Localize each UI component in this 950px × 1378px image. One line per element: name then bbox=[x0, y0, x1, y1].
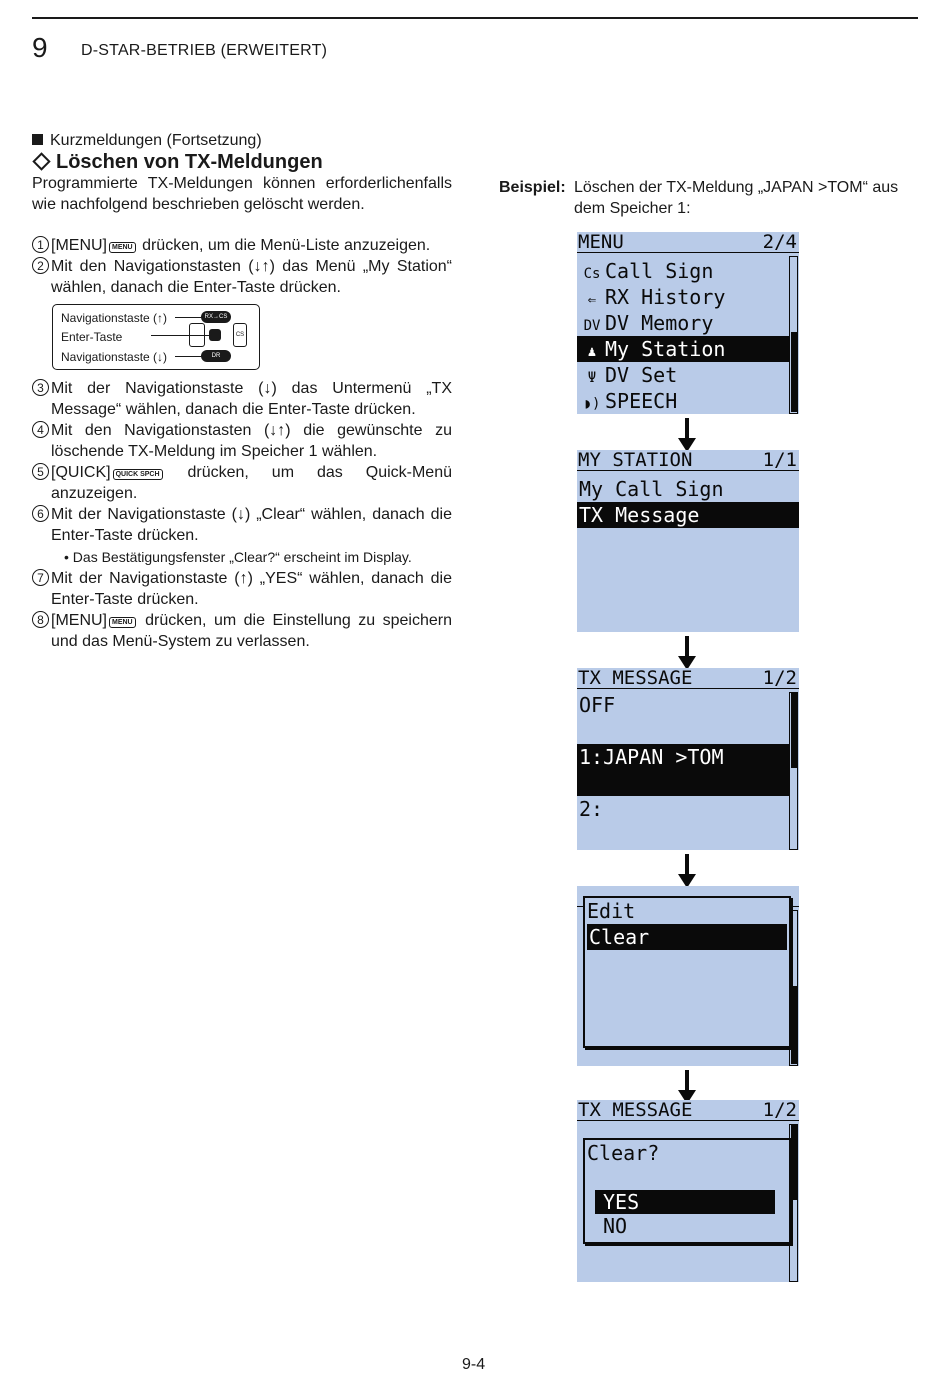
example-caption bbox=[499, 177, 919, 217]
diamond-icon bbox=[32, 153, 50, 171]
intro-text: Programmierte TX-Meldungen können erforderlichenfalls wie nachfolgend beschrieben gelöscht werden. bbox=[32, 175, 452, 213]
menu-item-call-sign: Cs Call Sign bbox=[577, 258, 791, 284]
chapter-number: 9 bbox=[32, 32, 48, 63]
tx-message-slot-2: 2: bbox=[579, 797, 604, 821]
menu-item-rx-history: ⇐ RX History bbox=[577, 284, 791, 310]
nav-up-label: Navigationstaste (↑) bbox=[61, 311, 168, 325]
enter-button-icon bbox=[209, 329, 221, 341]
step-2: 2 Mit den Navigationstasten (↓↑) das Menü „My Station“ wählen, danach die Enter-Taste drücken. bbox=[32, 256, 452, 298]
quick-key-icon: QUICK SPCH bbox=[113, 469, 163, 480]
step-3: 3 Mit der Navigationstaste (↓) das Untermenü „TX Message“ wählen, danach die Enter-Taste drücken. bbox=[32, 378, 452, 420]
step-6-note: • Das Bestätigungsfenster „Clear?“ erscheint im Display. bbox=[64, 549, 412, 565]
scrollbar-thumb bbox=[791, 1124, 797, 1200]
tx-message-off: OFF bbox=[579, 693, 616, 717]
rx-cs-button-icon: RX→CS bbox=[201, 311, 231, 323]
confirm-question: Clear? bbox=[587, 1141, 660, 1165]
rx-history-icon: ⇐ bbox=[587, 292, 597, 308]
speaker-icon: ◗) bbox=[583, 396, 601, 412]
menu-key-icon: MENU bbox=[109, 617, 136, 628]
step-6: 6 Mit der Navigationstaste (↓) „Clear“ wählen, danach die Enter-Taste drücken. bbox=[32, 504, 452, 546]
confirm-yes: YES bbox=[595, 1190, 775, 1214]
menu-item-dv-memory: DV DV Memory bbox=[577, 310, 791, 336]
section-subheading: Kurzmeldungen (Fortsetzung) bbox=[32, 130, 452, 151]
screen-quick-menu bbox=[577, 886, 799, 1066]
my-call-sign-item: My Call Sign bbox=[579, 477, 724, 501]
confirm-no: NO bbox=[603, 1214, 628, 1238]
call-sign-icon: Cs bbox=[583, 266, 601, 282]
chapter-title: D-STAR-BETRIEB (ERWEITERT) bbox=[81, 42, 328, 59]
quick-item-clear: Clear bbox=[587, 924, 787, 950]
screen-clear-confirm bbox=[577, 1100, 799, 1282]
menu-item-speech: ◗) SPEECH bbox=[577, 388, 791, 414]
screen-header: MENU 2/4 bbox=[578, 232, 797, 253]
scrollbar-thumb bbox=[791, 332, 797, 412]
top-rule bbox=[32, 17, 918, 19]
step-number: 8 bbox=[32, 611, 49, 628]
confirm-popup bbox=[583, 1138, 791, 1244]
step-7: 7 Mit der Navigationstaste (↑) „YES“ wählen, danach die Enter-Taste drücken. bbox=[32, 568, 452, 610]
cs-key-icon: CS bbox=[233, 323, 247, 347]
screen-header: TX MESSAGE 1/2 bbox=[578, 668, 797, 689]
screen-my-station bbox=[577, 450, 799, 632]
nav-down-label: Navigationstaste (↓) bbox=[61, 350, 168, 364]
quick-item-edit: Edit bbox=[587, 899, 636, 923]
screen-tx-message bbox=[577, 668, 799, 850]
scrollbar-thumb bbox=[791, 986, 797, 1064]
person-icon: ♟ bbox=[587, 344, 597, 360]
tx-message-slot-1: 1:JAPAN >TOM bbox=[577, 744, 789, 796]
screen-header: TX MESSAGE 1/2 bbox=[578, 1100, 797, 1121]
navigation-key-diagram bbox=[52, 304, 260, 370]
left-key-icon bbox=[189, 323, 205, 347]
step-number: 6 bbox=[32, 505, 49, 522]
step-number: 5 bbox=[32, 463, 49, 480]
example-text: Löschen der TX-Meldung „JAPAN >TOM“ aus dem Speicher 1: bbox=[574, 179, 899, 217]
square-bullet-icon bbox=[32, 134, 43, 145]
dv-set-icon: Ψ bbox=[587, 370, 597, 386]
example-label: Beispiel: bbox=[499, 179, 566, 196]
instructions-column bbox=[32, 130, 452, 652]
menu-item-my-station: ♟ My Station bbox=[577, 336, 789, 362]
menu-key-icon: MENU bbox=[109, 242, 136, 253]
dv-memory-icon: DV bbox=[583, 318, 601, 334]
step-number: 3 bbox=[32, 379, 49, 396]
step-1: 1 [MENU] MENU drücken, um die Menü-Liste anzuzeigen. bbox=[32, 235, 452, 256]
enter-key-label: Enter-Taste bbox=[61, 330, 123, 344]
step-4: 4 Mit den Navigationstasten (↓↑) die gewünschte zu löschende TX-Meldung im Speicher 1 wählen. bbox=[32, 420, 452, 462]
menu-item-dv-set: Ψ DV Set bbox=[577, 362, 791, 388]
dr-button-icon: DR bbox=[201, 350, 231, 362]
screen-menu bbox=[577, 232, 799, 414]
quick-menu-popup bbox=[583, 896, 791, 1048]
step-number: 2 bbox=[32, 257, 49, 274]
step-8: 8 [MENU] MENU drücken, um die Einstellung zu speichern und das Menü-System zu verlassen. bbox=[32, 610, 452, 652]
scrollbar-thumb bbox=[791, 692, 797, 768]
tx-message-item: TX Message bbox=[577, 502, 799, 528]
step-number: 4 bbox=[32, 421, 49, 438]
step-5: 5 [QUICK] QUICK SPCH drücken, um das Quick-Menü anzuzeigen. bbox=[32, 462, 452, 504]
page-number: 9-4 bbox=[462, 1356, 486, 1373]
section-heading: Löschen von TX-Meldungen bbox=[32, 152, 452, 173]
step-number: 1 bbox=[32, 236, 49, 253]
screen-header: MY STATION 1/1 bbox=[578, 450, 797, 471]
step-number: 7 bbox=[32, 569, 49, 586]
